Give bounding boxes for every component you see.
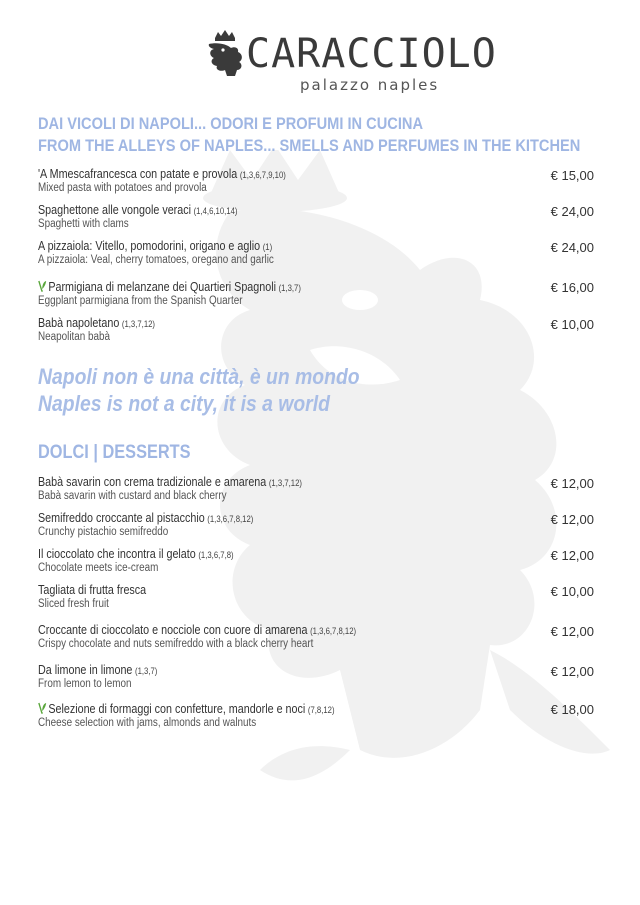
item-allergens: (1,3,6,7,8) [198, 550, 234, 560]
quote [38, 363, 360, 417]
desserts-heading: DOLCI | DESSERTS [38, 442, 191, 463]
item-price: € 10,00 [550, 317, 594, 332]
item-allergens: (1,3,6,7,8,12) [207, 514, 254, 524]
menu-item [38, 624, 598, 650]
item-allergens: (1,3,6,7,9,10) [239, 170, 286, 180]
item-translation: Babà savarin with custard and black cherry [38, 490, 227, 502]
menu-item [38, 317, 598, 343]
desserts-list [38, 476, 598, 729]
item-name: 'A Mmescafrancesca con patate e provola (1,3,6,7,9,10) [38, 167, 286, 181]
main-section-heading [38, 113, 580, 157]
menu-item [38, 204, 598, 230]
item-price: € 10,00 [550, 584, 594, 599]
quote-italian: Napoli non è una città, è un mondo [38, 364, 360, 389]
item-name: Semifreddo croccante al pistacchio (1,3,6,7,8,12) [38, 511, 254, 525]
item-allergens: (1) [262, 242, 273, 252]
menu-item [38, 664, 598, 690]
item-price: € 12,00 [550, 476, 594, 491]
item-name: Da limone in limone (1,3,7) [38, 663, 158, 677]
item-translation: Chocolate meets ice-cream [38, 562, 159, 574]
menu-item [38, 280, 598, 307]
item-translation: Sliced fresh fruit [38, 598, 109, 610]
item-price: € 12,00 [550, 512, 594, 527]
item-price: € 15,00 [550, 168, 594, 183]
item-name: Babà savarin con crema tradizionale e amarena (1,3,7,12) [38, 475, 302, 489]
item-translation: Mixed pasta with potatoes and provola [38, 182, 207, 194]
item-price: € 16,00 [550, 280, 594, 295]
item-translation: Neapolitan babà [38, 331, 111, 343]
brand-subtitle: palazzo naples [300, 76, 440, 94]
item-allergens: (1,3,7) [134, 666, 158, 676]
menu-item [38, 584, 598, 610]
menu-item [38, 512, 598, 538]
item-translation: Crispy chocolate and nuts semifreddo with a black cherry heart [38, 638, 314, 650]
item-allergens: (1,3,6,7,8,12) [310, 626, 357, 636]
item-allergens: (1,3,7,12) [268, 478, 302, 488]
item-allergens: (1,4,6,10,14) [193, 206, 238, 216]
brand-name: CARACCIOLO [246, 31, 497, 77]
item-allergens: (7,8,12) [307, 705, 335, 715]
menu-item [38, 168, 598, 194]
item-name: Babà napoletano (1,3,7,12) [38, 316, 156, 330]
vegetarian-leaf-icon [38, 280, 47, 292]
quote-english: Naples is not a city, it is a world [38, 391, 330, 416]
vegetarian-leaf-icon [38, 702, 47, 714]
main-heading-english: FROM THE ALLEYS OF NAPLES... SMELLS AND PERFUMES IN THE KITCHEN [38, 136, 581, 155]
item-price: € 18,00 [550, 702, 594, 717]
item-allergens: (1,3,7) [278, 283, 301, 293]
item-name: Parmigiana di melanzane dei Quartieri Spagnoli (1,3,7) [38, 280, 442, 295]
item-translation: Spaghetti with clams [38, 218, 129, 230]
item-price: € 12,00 [550, 548, 594, 563]
main-heading-italian: DAI VICOLI DI NAPOLI... ODORI E PROFUMI IN CUCINA [38, 114, 424, 133]
brand-header [0, 30, 640, 100]
item-price: € 24,00 [550, 204, 594, 219]
item-name: Spaghettone alle vongole veraci (1,4,6,10,14) [38, 203, 238, 217]
item-allergens: (1,3,7,12) [121, 319, 156, 329]
item-name: Selezione di formaggi con confetture, mandorle e noci (7,8,12) [38, 702, 442, 717]
item-translation: Eggplant parmigiana from the Spanish Quarter [38, 295, 243, 307]
item-price: € 12,00 [550, 624, 594, 639]
lion-crown-icon [205, 30, 245, 76]
item-name: Croccante di cioccolato e nocciole con cuore di amarena (1,3,6,7,8,12) [38, 623, 357, 637]
main-dishes-list [38, 168, 598, 343]
item-price: € 24,00 [550, 240, 594, 255]
menu-item [38, 240, 598, 266]
item-translation: Crunchy pistachio semifreddo [38, 526, 169, 538]
menu-item [38, 476, 598, 502]
item-translation: A pizzaiola: Veal, cherry tomatoes, oregano and garlic [38, 254, 274, 266]
item-name: Il cioccolato che incontra il gelato (1,3,6,7,8) [38, 547, 234, 561]
item-name: A pizzaiola: Vitello, pomodorini, origano e aglio (1) [38, 239, 273, 253]
menu-item [38, 702, 598, 729]
item-price: € 12,00 [550, 664, 594, 679]
item-translation: From lemon to lemon [38, 678, 132, 690]
item-name: Tagliata di frutta fresca [38, 583, 147, 597]
item-translation: Cheese selection with jams, almonds and walnuts [38, 717, 257, 729]
menu-item [38, 548, 598, 574]
